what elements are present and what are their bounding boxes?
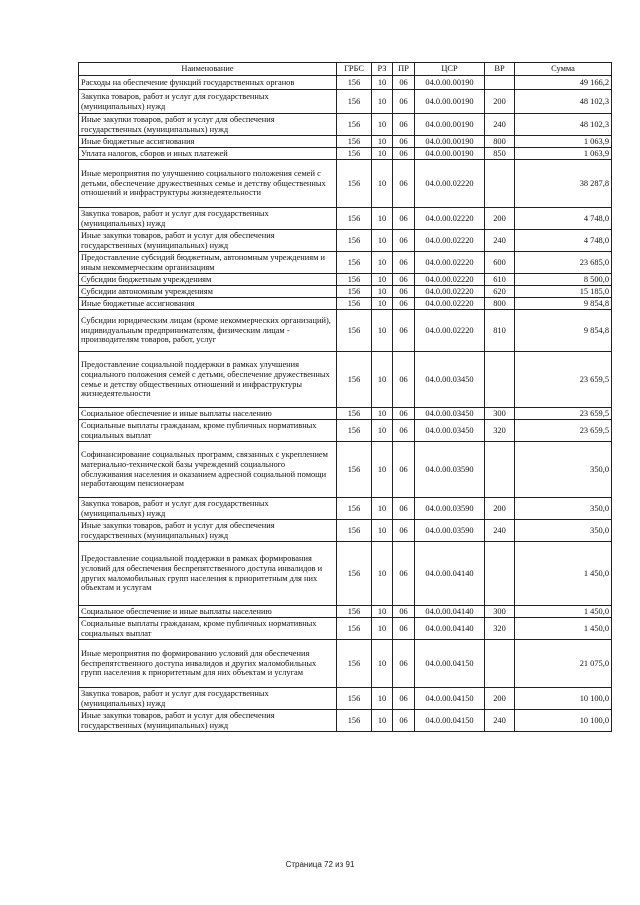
cell-grbs: 156 — [337, 408, 372, 420]
cell-pr: 06 — [393, 252, 415, 274]
cell-grbs: 156 — [337, 618, 372, 640]
cell-pr: 06 — [393, 136, 415, 148]
cell-name: Социальные выплаты гражданам, кроме публичных нормативных социальных выплат — [79, 420, 337, 442]
cell-pr: 06 — [393, 498, 415, 520]
cell-vr — [485, 442, 515, 498]
table-row — [79, 310, 612, 352]
cell-sum: 48 102,3 — [515, 90, 612, 114]
cell-rz: 10 — [372, 298, 393, 310]
cell-csr: 04.0.00.03450 — [415, 408, 485, 420]
cell-sum: 23 685,0 — [515, 252, 612, 274]
cell-grbs: 156 — [337, 310, 372, 352]
cell-rz: 10 — [372, 136, 393, 148]
cell-rz: 10 — [372, 274, 393, 286]
cell-vr: 200 — [485, 208, 515, 230]
cell-grbs: 156 — [337, 442, 372, 498]
cell-name: Иные бюджетные ассигнования — [79, 298, 337, 310]
cell-csr: 04.0.00.04150 — [415, 640, 485, 688]
cell-vr: 200 — [485, 498, 515, 520]
cell-pr: 06 — [393, 90, 415, 114]
cell-name: Предоставление социальной поддержки в рамках формирования условий для обеспечения беспрепятственного доступа инвалидов и других маломобильных групп населения к приоритетным для них объектам и услугам — [79, 542, 337, 606]
cell-name: Субсидии бюджетным учреждениям — [79, 274, 337, 286]
cell-vr: 320 — [485, 618, 515, 640]
table-row — [79, 76, 612, 90]
cell-vr: 200 — [485, 688, 515, 710]
table-row — [79, 710, 612, 732]
cell-pr: 06 — [393, 618, 415, 640]
cell-vr — [485, 352, 515, 408]
table-row — [79, 90, 612, 114]
cell-name: Социальные выплаты гражданам, кроме публичных нормативных социальных выплат — [79, 618, 337, 640]
cell-sum: 4 748,0 — [515, 208, 612, 230]
cell-csr: 04.0.00.02220 — [415, 298, 485, 310]
cell-pr: 06 — [393, 710, 415, 732]
cell-sum: 350,0 — [515, 520, 612, 542]
cell-grbs: 156 — [337, 640, 372, 688]
cell-vr: 800 — [485, 136, 515, 148]
cell-rz: 10 — [372, 606, 393, 618]
table-row — [79, 230, 612, 252]
cell-pr: 06 — [393, 606, 415, 618]
cell-sum: 350,0 — [515, 442, 612, 498]
cell-pr: 06 — [393, 442, 415, 498]
cell-grbs: 156 — [337, 606, 372, 618]
cell-rz: 10 — [372, 710, 393, 732]
cell-pr: 06 — [393, 160, 415, 208]
cell-csr: 04.0.00.02220 — [415, 230, 485, 252]
cell-csr: 04.0.00.02220 — [415, 310, 485, 352]
cell-csr: 04.0.00.02220 — [415, 274, 485, 286]
cell-vr: 800 — [485, 298, 515, 310]
cell-sum: 38 287,8 — [515, 160, 612, 208]
header-pr: ПР — [393, 63, 415, 76]
cell-sum: 15 185,0 — [515, 286, 612, 298]
cell-sum: 10 100,0 — [515, 688, 612, 710]
cell-pr: 06 — [393, 542, 415, 606]
cell-grbs: 156 — [337, 688, 372, 710]
cell-vr — [485, 640, 515, 688]
cell-name: Иные закупки товаров, работ и услуг для обеспечения государственных (муниципальных) нужд — [79, 114, 337, 136]
cell-grbs: 156 — [337, 136, 372, 148]
table-row — [79, 408, 612, 420]
cell-grbs: 156 — [337, 298, 372, 310]
cell-pr: 06 — [393, 408, 415, 420]
cell-name: Иные закупки товаров, работ и услуг для обеспечения государственных (муниципальных) нужд — [79, 520, 337, 542]
cell-sum: 1 063,9 — [515, 136, 612, 148]
cell-csr: 04.0.00.02220 — [415, 208, 485, 230]
cell-grbs: 156 — [337, 160, 372, 208]
table-row — [79, 618, 612, 640]
cell-grbs: 156 — [337, 208, 372, 230]
cell-vr: 300 — [485, 408, 515, 420]
cell-csr: 04.0.00.00190 — [415, 76, 485, 90]
table-row — [79, 208, 612, 230]
cell-rz: 10 — [372, 408, 393, 420]
cell-rz: 10 — [372, 498, 393, 520]
cell-grbs: 156 — [337, 420, 372, 442]
table-row — [79, 606, 612, 618]
cell-rz: 10 — [372, 640, 393, 688]
cell-vr — [485, 542, 515, 606]
cell-grbs: 156 — [337, 76, 372, 90]
cell-sum: 48 102,3 — [515, 114, 612, 136]
budget-table — [78, 62, 612, 732]
cell-rz: 10 — [372, 542, 393, 606]
cell-name: Закупка товаров, работ и услуг для государственных (муниципальных) нужд — [79, 90, 337, 114]
cell-pr: 06 — [393, 688, 415, 710]
table-row — [79, 148, 612, 160]
cell-rz: 10 — [372, 230, 393, 252]
table-row — [79, 136, 612, 148]
cell-name: Субсидии юридическим лицам (кроме некоммерческих организаций), индивидуальным предпринимателям, физическим лицам - производителям товаров, работ, услуг — [79, 310, 337, 352]
table-row — [79, 640, 612, 688]
cell-sum: 23 659,5 — [515, 408, 612, 420]
page-number: Страница 72 из 91 — [285, 860, 355, 869]
table-row — [79, 520, 612, 542]
cell-csr: 04.0.00.03450 — [415, 352, 485, 408]
cell-rz: 10 — [372, 352, 393, 408]
table-row — [79, 274, 612, 286]
cell-sum: 1 450,0 — [515, 542, 612, 606]
cell-vr: 240 — [485, 114, 515, 136]
table-row — [79, 298, 612, 310]
cell-vr: 300 — [485, 606, 515, 618]
cell-pr: 06 — [393, 148, 415, 160]
cell-vr: 240 — [485, 710, 515, 732]
cell-name: Софинансирование социальных программ, связанных с укреплением материально-технической базы учреждений социального обслуживания населения и оказанием адресной социальной помощи неработающим пенсионерам — [79, 442, 337, 498]
table-row — [79, 498, 612, 520]
header-sum: Сумма — [515, 63, 612, 76]
cell-name: Закупка товаров, работ и услуг для государственных (муниципальных) нужд — [79, 208, 337, 230]
cell-csr: 04.0.00.04140 — [415, 606, 485, 618]
cell-csr: 04.0.00.04140 — [415, 618, 485, 640]
cell-name: Закупка товаров, работ и услуг для государственных (муниципальных) нужд — [79, 688, 337, 710]
cell-csr: 04.0.00.04150 — [415, 688, 485, 710]
cell-rz: 10 — [372, 310, 393, 352]
cell-csr: 04.0.00.02220 — [415, 160, 485, 208]
cell-name: Предоставление субсидий бюджетным, автономным учреждениям и иным некоммерческим организациям — [79, 252, 337, 274]
cell-grbs: 156 — [337, 274, 372, 286]
cell-name: Иные бюджетные ассигнования — [79, 136, 337, 148]
cell-rz: 10 — [372, 286, 393, 298]
cell-vr — [485, 76, 515, 90]
cell-vr: 320 — [485, 420, 515, 442]
cell-sum: 350,0 — [515, 498, 612, 520]
cell-grbs: 156 — [337, 498, 372, 520]
table-row — [79, 542, 612, 606]
cell-pr: 06 — [393, 274, 415, 286]
cell-sum: 23 659,5 — [515, 352, 612, 408]
cell-pr: 06 — [393, 352, 415, 408]
cell-pr: 06 — [393, 298, 415, 310]
cell-vr: 240 — [485, 230, 515, 252]
cell-rz: 10 — [372, 160, 393, 208]
cell-sum: 9 854,8 — [515, 298, 612, 310]
cell-rz: 10 — [372, 252, 393, 274]
cell-rz: 10 — [372, 148, 393, 160]
table-row — [79, 688, 612, 710]
cell-sum: 1 450,0 — [515, 606, 612, 618]
cell-csr: 04.0.00.03450 — [415, 420, 485, 442]
cell-pr: 06 — [393, 230, 415, 252]
cell-grbs: 156 — [337, 230, 372, 252]
cell-pr: 06 — [393, 286, 415, 298]
header-grbs: ГРБС — [337, 63, 372, 76]
cell-grbs: 156 — [337, 90, 372, 114]
cell-sum: 1 450,0 — [515, 618, 612, 640]
header-rz: РЗ — [372, 63, 393, 76]
cell-csr: 04.0.00.02220 — [415, 252, 485, 274]
cell-csr: 04.0.00.03590 — [415, 498, 485, 520]
cell-pr: 06 — [393, 76, 415, 90]
cell-csr: 04.0.00.00190 — [415, 136, 485, 148]
cell-pr: 06 — [393, 114, 415, 136]
cell-sum: 8 500,0 — [515, 274, 612, 286]
cell-vr: 810 — [485, 310, 515, 352]
cell-csr: 04.0.00.03590 — [415, 442, 485, 498]
cell-sum: 10 100,0 — [515, 710, 612, 732]
cell-csr: 04.0.00.04140 — [415, 542, 485, 606]
cell-name: Иные мероприятия по формированию условий для обеспечения беспрепятственного доступа инвалидов и других маломобильных групп населения к приоритетным для них объектам и услугам — [79, 640, 337, 688]
cell-sum: 21 075,0 — [515, 640, 612, 688]
cell-rz: 10 — [372, 688, 393, 710]
table-row — [79, 252, 612, 274]
cell-grbs: 156 — [337, 542, 372, 606]
cell-rz: 10 — [372, 76, 393, 90]
cell-name: Расходы на обеспечение функций государственных органов — [79, 76, 337, 90]
cell-vr: 850 — [485, 148, 515, 160]
cell-name: Закупка товаров, работ и услуг для государственных (муниципальных) нужд — [79, 498, 337, 520]
cell-vr: 200 — [485, 90, 515, 114]
table-header-row — [79, 63, 612, 76]
cell-sum: 23 659,5 — [515, 420, 612, 442]
table-row — [79, 286, 612, 298]
cell-grbs: 156 — [337, 148, 372, 160]
cell-sum: 49 166,2 — [515, 76, 612, 90]
cell-name: Иные закупки товаров, работ и услуг для обеспечения государственных (муниципальных) нужд — [79, 230, 337, 252]
cell-rz: 10 — [372, 442, 393, 498]
cell-grbs: 156 — [337, 352, 372, 408]
cell-name: Уплата налогов, сборов и иных платежей — [79, 148, 337, 160]
cell-csr: 04.0.00.00190 — [415, 90, 485, 114]
table-row — [79, 160, 612, 208]
header-csr: ЦСР — [415, 63, 485, 76]
cell-vr: 610 — [485, 274, 515, 286]
cell-rz: 10 — [372, 618, 393, 640]
cell-name: Иные мероприятия по улучшению социального положения семей с детьми, обеспечение дружественных семье и детству общественных отношений и инфраструктуры жизнедеятельности — [79, 160, 337, 208]
cell-csr: 04.0.00.04150 — [415, 710, 485, 732]
cell-pr: 06 — [393, 520, 415, 542]
cell-grbs: 156 — [337, 520, 372, 542]
cell-csr: 04.0.00.00190 — [415, 148, 485, 160]
cell-name: Социальное обеспечение и иные выплаты населению — [79, 408, 337, 420]
cell-rz: 10 — [372, 520, 393, 542]
table-body — [79, 76, 612, 732]
cell-sum: 9 854,8 — [515, 310, 612, 352]
table-row — [79, 420, 612, 442]
cell-csr: 04.0.00.03590 — [415, 520, 485, 542]
cell-sum: 4 748,0 — [515, 230, 612, 252]
header-name: Наименование — [79, 63, 337, 76]
cell-grbs: 156 — [337, 286, 372, 298]
cell-name: Субсидии автономным учреждениям — [79, 286, 337, 298]
cell-grbs: 156 — [337, 710, 372, 732]
table-row — [79, 352, 612, 408]
cell-vr — [485, 160, 515, 208]
cell-rz: 10 — [372, 208, 393, 230]
table-row — [79, 114, 612, 136]
cell-name: Предоставление социальной поддержки в рамках улучшения социального положения семей с детьми, обеспечение дружественных семье и детству общественных отношений и инфраструктуры жизнедеятельности — [79, 352, 337, 408]
cell-rz: 10 — [372, 114, 393, 136]
cell-csr: 04.0.00.00190 — [415, 114, 485, 136]
cell-vr: 600 — [485, 252, 515, 274]
cell-name: Иные закупки товаров, работ и услуг для обеспечения государственных (муниципальных) нужд — [79, 710, 337, 732]
cell-pr: 06 — [393, 640, 415, 688]
cell-pr: 06 — [393, 420, 415, 442]
cell-grbs: 156 — [337, 252, 372, 274]
cell-csr: 04.0.00.02220 — [415, 286, 485, 298]
cell-rz: 10 — [372, 420, 393, 442]
cell-sum: 1 063,9 — [515, 148, 612, 160]
cell-pr: 06 — [393, 208, 415, 230]
cell-vr: 620 — [485, 286, 515, 298]
cell-name: Социальное обеспечение и иные выплаты населению — [79, 606, 337, 618]
header-vr: ВР — [485, 63, 515, 76]
cell-pr: 06 — [393, 310, 415, 352]
cell-vr: 240 — [485, 520, 515, 542]
cell-grbs: 156 — [337, 114, 372, 136]
table-row — [79, 442, 612, 498]
cell-rz: 10 — [372, 90, 393, 114]
